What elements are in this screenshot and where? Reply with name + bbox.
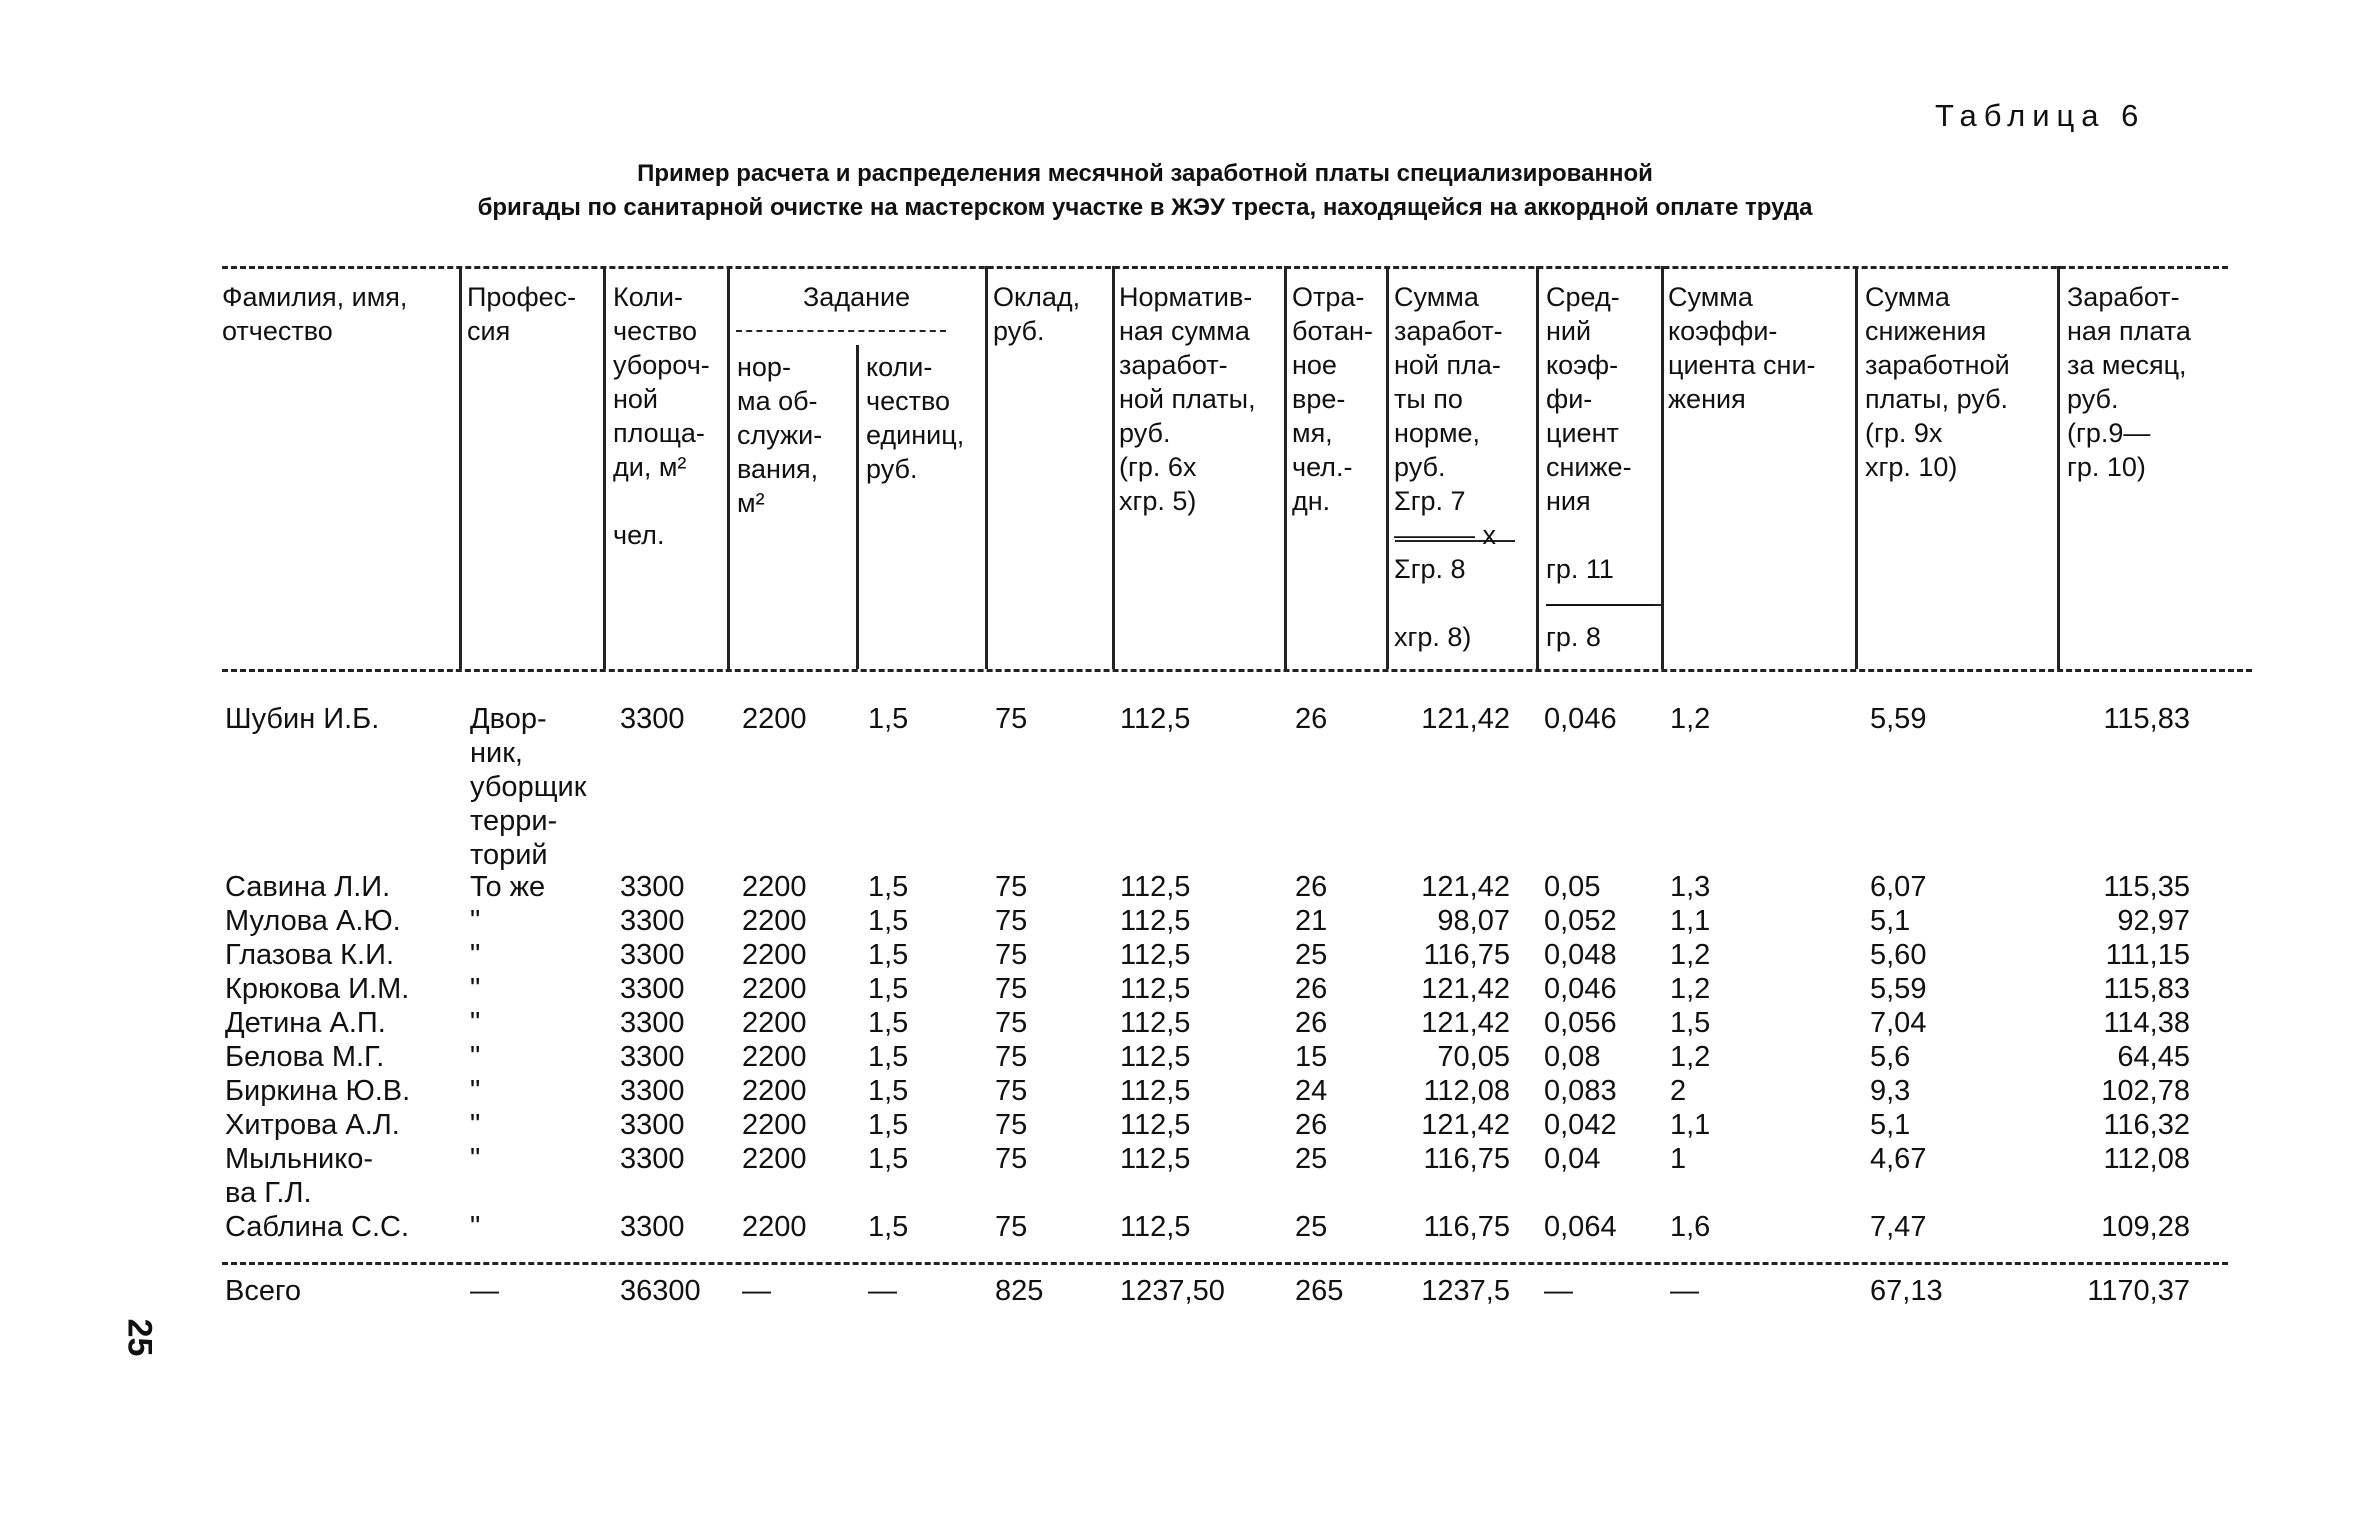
vrule-8 [1386, 266, 1389, 669]
row-5-area: 3300 [620, 1007, 685, 1039]
row-7-avg: 0,083 [1544, 1075, 1617, 1107]
row-9-days: 25 [1295, 1143, 1328, 1175]
row-2-coef: 1,1 [1670, 905, 1711, 937]
row-3-pay: 111,15 [2105, 939, 2190, 971]
row-3-prof: " [470, 939, 481, 971]
rule-task-split [736, 330, 946, 332]
total-salary: 825 [995, 1275, 1044, 1307]
total-area: 36300 [620, 1275, 701, 1307]
row-6-norm: 2200 [742, 1041, 807, 1073]
row-5-name: Детина А.П. [225, 1007, 386, 1039]
total-days: 265 [1295, 1275, 1344, 1307]
row-0-reduction: 5,59 [1870, 703, 1927, 735]
row-6-area: 3300 [620, 1041, 685, 1073]
row-10-coef: 1,6 [1670, 1211, 1711, 1243]
vrule-12 [2057, 266, 2060, 669]
row-0-norm: 2200 [742, 703, 807, 735]
row-10-normsum: 112,5 [1120, 1211, 1191, 1243]
row-5-prof: " [470, 1007, 481, 1039]
row-4-name: Крюкова И.М. [225, 973, 410, 1005]
table-label: Таблица 6 [1935, 98, 2146, 133]
row-9-normsum: 112,5 [1120, 1143, 1191, 1175]
row-1-sum: 121,42 [1421, 871, 1510, 903]
row-1-prof: То же [470, 871, 546, 903]
header-days: Отра- ботан- ное вре- мя, чел.- дн. [1292, 282, 1373, 516]
row-1-days: 26 [1295, 871, 1328, 903]
rule-header-bottom [222, 669, 2252, 672]
row-3-salary: 75 [995, 939, 1028, 971]
total-name: Всего [225, 1275, 302, 1307]
row-6-days: 15 [1295, 1041, 1328, 1073]
row-3-days: 25 [1295, 939, 1328, 971]
row-7-salary: 75 [995, 1075, 1028, 1107]
row-7-norm: 2200 [742, 1075, 807, 1107]
vrule-10 [1661, 266, 1664, 669]
row-3-normsum: 112,5 [1120, 939, 1191, 971]
row-9-salary: 75 [995, 1143, 1028, 1175]
row-5-sum: 121,42 [1421, 1007, 1510, 1039]
row-8-avg: 0,042 [1544, 1109, 1617, 1141]
row-2-pay: 92,97 [2117, 905, 2190, 937]
row-0-avg: 0,046 [1544, 703, 1617, 735]
row-10-pay: 109,28 [2101, 1211, 2190, 1243]
row-9-sum: 116,75 [1423, 1143, 1510, 1175]
row-3-name: Глазова К.И. [225, 939, 395, 971]
header-name: Фамилия, имя, отчество [222, 282, 408, 346]
row-3-coef: 1,2 [1670, 939, 1711, 971]
total-qty: — [868, 1275, 897, 1307]
header-reduction: Сумма снижения заработной платы, руб. (гр. 9х хгр. 10) [1865, 282, 2010, 482]
row-9-qty: 1,5 [868, 1143, 909, 1175]
row-9-prof: " [470, 1143, 481, 1175]
row-8-sum: 121,42 [1421, 1109, 1510, 1141]
row-10-prof: " [470, 1211, 481, 1243]
title-line-2: бригады по санитарной очистке на мастерском участке в ЖЭУ треста, находящейся на аккордной оплате труда [477, 194, 1813, 221]
vrule-1 [459, 266, 462, 669]
row-3-area: 3300 [620, 939, 685, 971]
total-prof: — [470, 1275, 499, 1307]
row-5-pay: 114,38 [2103, 1007, 2190, 1039]
row-6-pay: 64,45 [2117, 1041, 2190, 1073]
vrule-2 [603, 266, 606, 669]
header-salary: Оклад, руб. [993, 282, 1081, 346]
rule-total-top [222, 1262, 2228, 1265]
row-2-salary: 75 [995, 905, 1028, 937]
row-2-sum: 98,07 [1437, 905, 1510, 937]
row-2-reduction: 5,1 [1870, 905, 1911, 937]
row-6-qty: 1,5 [868, 1041, 909, 1073]
row-4-days: 26 [1295, 973, 1328, 1005]
row-8-norm: 2200 [742, 1109, 807, 1141]
rule-top [222, 266, 2228, 269]
header-task: Задание [803, 282, 911, 312]
row-3-reduction: 5,60 [1870, 939, 1927, 971]
row-5-coef: 1,5 [1670, 1007, 1711, 1039]
row-4-avg: 0,046 [1544, 973, 1617, 1005]
row-4-coef: 1,2 [1670, 973, 1711, 1005]
title-line-1: Пример расчета и распределения месячной заработной платы специализированной [637, 160, 1653, 187]
row-9-area: 3300 [620, 1143, 685, 1175]
row-1-reduction: 6,07 [1870, 871, 1927, 903]
row-7-sum: 112,08 [1423, 1075, 1510, 1107]
row-10-days: 25 [1295, 1211, 1328, 1243]
row-5-normsum: 112,5 [1120, 1007, 1191, 1039]
header-profession: Профес- сия [467, 282, 577, 346]
header-coef-sum: Сумма коэффи- циента сни- жения [1668, 282, 1816, 414]
row-1-area: 3300 [620, 871, 685, 903]
row-9-avg: 0,04 [1544, 1143, 1601, 1175]
row-6-normsum: 112,5 [1120, 1041, 1191, 1073]
row-10-name: Саблина С.С. [225, 1211, 410, 1243]
row-4-reduction: 5,59 [1870, 973, 1927, 1005]
row-8-pay: 116,32 [2103, 1109, 2190, 1141]
vrule-7 [1284, 266, 1287, 669]
total-sum: 1237,5 [1421, 1275, 1510, 1307]
row-5-days: 26 [1295, 1007, 1328, 1039]
row-10-reduction: 7,47 [1870, 1211, 1927, 1243]
row-0-area: 3300 [620, 703, 685, 735]
row-8-qty: 1,5 [868, 1109, 909, 1141]
row-1-avg: 0,05 [1544, 871, 1601, 903]
row-7-normsum: 112,5 [1120, 1075, 1191, 1107]
row-1-normsum: 112,5 [1120, 871, 1191, 903]
row-2-avg: 0,052 [1544, 905, 1617, 937]
total-norm: — [742, 1275, 771, 1307]
row-9-norm: 2200 [742, 1143, 807, 1175]
row-10-sum: 116,75 [1423, 1211, 1510, 1243]
vrule-4 [856, 345, 859, 669]
row-0-qty: 1,5 [868, 703, 909, 735]
header-pay: Заработ- ная плата за месяц, руб. (гр.9— гр. 10) [2067, 282, 2191, 482]
row-0-prof: Двор- ник, уборщик терри- торий [470, 703, 587, 871]
row-4-sum: 121,42 [1421, 973, 1510, 1005]
row-2-name: Мулова А.Ю. [225, 905, 401, 937]
row-4-prof: " [470, 973, 481, 1005]
row-5-salary: 75 [995, 1007, 1028, 1039]
vrule-9 [1536, 266, 1539, 669]
row-6-reduction: 5,6 [1870, 1041, 1911, 1073]
page-number: 25 [120, 1318, 159, 1357]
row-5-avg: 0,056 [1544, 1007, 1617, 1039]
row-4-pay: 115,83 [2103, 973, 2190, 1005]
row-7-reduction: 9,3 [1870, 1075, 1911, 1107]
header-quantity: коли- чество единиц, руб. [866, 352, 965, 484]
row-0-sum: 121,42 [1421, 703, 1510, 735]
row-2-prof: " [470, 905, 481, 937]
row-4-norm: 2200 [742, 973, 807, 1005]
row-9-name: Мыльнико- ва Г.Л. [225, 1143, 374, 1209]
row-8-normsum: 112,5 [1120, 1109, 1191, 1141]
row-7-pay: 102,78 [2101, 1075, 2190, 1107]
vrule-3 [727, 266, 730, 669]
row-4-area: 3300 [620, 973, 685, 1005]
row-9-pay: 112,08 [2103, 1143, 2190, 1175]
row-2-area: 3300 [620, 905, 685, 937]
row-4-salary: 75 [995, 973, 1028, 1005]
row-10-norm: 2200 [742, 1211, 807, 1243]
total-avg: — [1544, 1275, 1573, 1307]
row-8-coef: 1,1 [1670, 1109, 1711, 1141]
table-title [230, 157, 2060, 225]
header-area: Коли- чество убороч- ной площа- ди, м² чел. [613, 282, 710, 550]
row-10-area: 3300 [620, 1211, 685, 1243]
row-1-pay: 115,35 [2103, 871, 2190, 903]
row-2-normsum: 112,5 [1120, 905, 1191, 937]
total-reduction: 67,13 [1870, 1275, 1943, 1307]
row-10-avg: 0,064 [1544, 1211, 1617, 1243]
row-7-days: 24 [1295, 1075, 1328, 1107]
row-6-prof: " [470, 1041, 481, 1073]
row-8-area: 3300 [620, 1109, 685, 1141]
row-6-sum: 70,05 [1437, 1041, 1510, 1073]
row-3-sum: 116,75 [1423, 939, 1510, 971]
row-8-salary: 75 [995, 1109, 1028, 1141]
row-8-reduction: 5,1 [1870, 1109, 1911, 1141]
row-2-qty: 1,5 [868, 905, 909, 937]
row-9-coef: 1 [1670, 1143, 1687, 1175]
row-4-normsum: 112,5 [1120, 973, 1191, 1005]
vrule-11 [1855, 266, 1858, 669]
row-10-qty: 1,5 [868, 1211, 909, 1243]
row-1-salary: 75 [995, 871, 1028, 903]
row-0-coef: 1,2 [1670, 703, 1711, 735]
row-8-name: Хитрова А.Л. [225, 1109, 400, 1141]
row-0-normsum: 112,5 [1120, 703, 1191, 735]
row-7-qty: 1,5 [868, 1075, 909, 1107]
row-10-salary: 75 [995, 1211, 1028, 1243]
total-normsum: 1237,50 [1120, 1275, 1225, 1307]
header-avg-coef: Сред- ний коэф- фи- циент сниже- ния гр. 11 ———— гр. 8 [1546, 282, 1654, 652]
row-7-prof: " [470, 1075, 481, 1107]
row-0-pay: 115,83 [2103, 703, 2190, 735]
row-2-days: 21 [1295, 905, 1328, 937]
row-1-norm: 2200 [742, 871, 807, 903]
header-sum: Сумма заработ- ной пла- ты по норме, руб. Σгр. 7 ——— х Σгр. 8 хгр. 8) [1394, 282, 1503, 652]
row-4-qty: 1,5 [868, 973, 909, 1005]
row-7-area: 3300 [620, 1075, 685, 1107]
row-8-days: 26 [1295, 1109, 1328, 1141]
row-5-norm: 2200 [742, 1007, 807, 1039]
row-3-norm: 2200 [742, 939, 807, 971]
row-2-norm: 2200 [742, 905, 807, 937]
row-6-avg: 0,08 [1544, 1041, 1601, 1073]
row-8-prof: " [470, 1109, 481, 1141]
row-3-avg: 0,048 [1544, 939, 1617, 971]
row-6-coef: 1,2 [1670, 1041, 1711, 1073]
row-1-qty: 1,5 [868, 871, 909, 903]
row-6-name: Белова М.Г. [225, 1041, 385, 1073]
total-coef: — [1670, 1275, 1699, 1307]
row-5-reduction: 7,04 [1870, 1007, 1927, 1039]
row-1-coef: 1,3 [1670, 871, 1711, 903]
vrule-6 [1112, 266, 1115, 669]
header-norm-sum: Норматив- ная сумма заработ- ной платы, руб. (гр. 6х хгр. 5) [1119, 282, 1256, 516]
row-0-name: Шубин И.Б. [225, 703, 380, 735]
vrule-5 [985, 266, 988, 669]
row-6-salary: 75 [995, 1041, 1028, 1073]
row-0-salary: 75 [995, 703, 1028, 735]
row-7-name: Биркина Ю.В. [225, 1075, 411, 1107]
row-9-reduction: 4,67 [1870, 1143, 1927, 1175]
total-pay: 1170,37 [2087, 1275, 2190, 1307]
row-1-name: Савина Л.И. [225, 871, 391, 903]
row-5-qty: 1,5 [868, 1007, 909, 1039]
header-norm: нор- ма об- служи- вания, м² [737, 352, 823, 518]
row-7-coef: 2 [1670, 1075, 1687, 1107]
row-0-days: 26 [1295, 703, 1328, 735]
row-3-qty: 1,5 [868, 939, 909, 971]
